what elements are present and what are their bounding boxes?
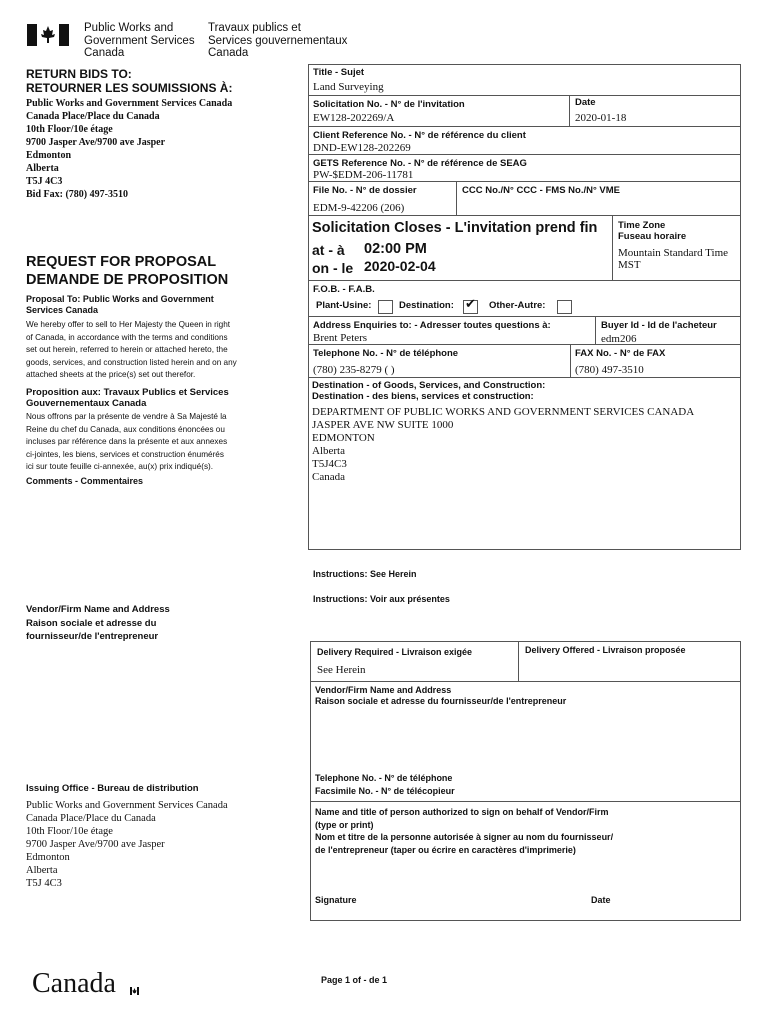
org-fr-line2: Services gouvernementaux: [208, 34, 348, 47]
canada-wordmark: [32, 968, 116, 1000]
return-bids-heading: [26, 67, 232, 95]
offer-fr-line: Nous offrons par la présente de vendre à Sa Majesté la: [26, 412, 227, 421]
proposition-aux: [26, 387, 229, 409]
org-fr-line1: Travaux publics et: [208, 22, 301, 34]
vendor-left-line3: fournisseur/de l'entrepreneur: [26, 631, 159, 642]
org-fr-line3: Canada: [208, 47, 249, 59]
org-en-line1: Public Works and: [84, 22, 174, 34]
gets-ref-label: GETS Reference No. - N° de référence de SEAG: [313, 158, 527, 169]
delivery-offered-label: Delivery Offered - Livraison proposée: [525, 645, 686, 655]
closing-date: 2020-02-04: [364, 258, 436, 274]
fob-label: F.O.B. - F.A.B.: [313, 284, 375, 295]
destination-label: [312, 380, 545, 402]
file-no-value: EDM-9-42206 (206): [313, 202, 405, 214]
other-autre-label: Other-Autre:: [489, 300, 546, 311]
timezone-label-en: Time Zone: [618, 220, 666, 231]
canada-wordmark-text: Canada: [32, 968, 116, 999]
return-address-line: 9700 Jasper Ave/9700 ave Jasper: [26, 137, 166, 148]
other-autre-checkbox[interactable]: [557, 298, 572, 316]
return-address-line: Public Works and Government Services Canada: [26, 98, 233, 109]
authorized-line3: Nom et titre de la personne autorisée à signer au nom du fournisseur/: [315, 832, 614, 842]
timezone-value-line2: MST: [618, 259, 641, 271]
address-enquiries-value: Brent Peters: [313, 332, 368, 344]
title-label: Title - Sujet: [313, 67, 365, 78]
instructions-en: Instructions: See Herein: [313, 569, 417, 579]
offer-en-line: goods, services, and construction listed herein and on any: [26, 357, 237, 367]
plant-usine-checkbox[interactable]: [378, 298, 393, 316]
offer-en-line: attached sheets at the price(s) set out therefor.: [26, 370, 196, 380]
org-name-fr: [208, 22, 347, 60]
issuing-address-line: T5J 4C3: [26, 878, 62, 889]
authorized-line4: de l'entrepreneur (taper ou écrire en caractères d'imprimerie): [315, 844, 576, 855]
proposition-line2: Gouvernementaux Canada: [26, 398, 147, 409]
vendor-name-label-en: Vendor/Firm Name and Address: [315, 685, 452, 695]
rfp-title-fr: DEMANDE DE PROPOSITION: [26, 271, 229, 288]
offer-en-line: of Canada, in accordance with the terms and conditions: [26, 332, 228, 342]
offer-fr-line: Reine du chef du Canada, aux conditions énoncées ou: [26, 424, 225, 434]
authorized-line2: (type or print): [315, 819, 374, 830]
destination-address-line: T5J4C3: [312, 458, 347, 470]
issuing-office-label: Issuing Office - Bureau de distribution: [26, 783, 199, 794]
signature-label: Signature: [315, 895, 357, 905]
issuing-address-line: Alberta: [26, 865, 58, 876]
destination-fob-label: Destination:: [399, 300, 454, 311]
return-address-line: Alberta: [26, 163, 59, 174]
telephone-label: Telephone No. - N° de téléphone: [313, 348, 459, 359]
destination-checkbox[interactable]: [463, 298, 478, 316]
return-bids-address: [26, 97, 232, 201]
destination-label-fr: Destination - des biens, services et construction:: [312, 391, 534, 402]
org-en-line2: Government Services: [84, 34, 195, 47]
issuing-address-line: 9700 Jasper Ave/9700 ave Jasper: [26, 839, 165, 850]
vendor-name-label: [315, 685, 566, 707]
offer-fr-line: ci-jointes, les biens, services et construction énumérés: [26, 449, 224, 459]
buyer-id-label: Buyer Id - Id de l'acheteur: [601, 320, 717, 331]
destination-label-en: Destination - of Goods, Services, and Construction:: [312, 380, 546, 391]
client-ref-label: Client Reference No. - N° de référence du client: [313, 130, 526, 141]
destination-address-line: DEPARTMENT OF PUBLIC WORKS AND GOVERNMENT SERVICES CANADA: [312, 406, 695, 418]
page-number: Page 1 of - de 1: [321, 975, 388, 985]
org-name-en: [84, 22, 195, 60]
destination-address-line: EDMONTON: [312, 432, 375, 444]
authorized-line1: Name and title of person authorized to sign on behalf of Vendor/Firm: [315, 807, 609, 817]
offer-fr-line: ici sur toute feuille ci-annexée, au(x) prix indiqué(s).: [26, 462, 214, 472]
destination-address-line: Alberta: [312, 445, 345, 457]
comments-label: Comments - Commentaires: [26, 476, 144, 486]
destination-address-line: Canada: [312, 471, 345, 483]
timezone-label: [618, 220, 686, 242]
return-bids-title-fr: RETOURNER LES SOUMISSIONS À:: [26, 81, 233, 95]
return-bids-title-en: RETURN BIDS TO:: [26, 67, 132, 81]
file-no-label: File No. - N° de dossier: [313, 185, 417, 196]
vendor-telephone-label: Telephone No. - N° de téléphone: [315, 773, 453, 783]
government-flag-logo: [27, 24, 69, 46]
checkmark-icon: ✔: [465, 296, 476, 312]
rfp-title-en: REQUEST FOR PROPOSAL: [26, 254, 217, 270]
return-address-line: Edmonton: [26, 150, 72, 161]
vendor-left-line1: Vendor/Firm Name and Address: [26, 604, 170, 615]
gets-ref-value: PW-$EDM-206-11781: [313, 169, 414, 181]
timezone-label-fr: Fuseau horaire: [618, 231, 687, 242]
ccc-no-label: CCC No./N° CCC - FMS No./N° VME: [462, 185, 621, 196]
date-value: 2020-01-18: [575, 112, 627, 124]
title-value: Land Surveying: [313, 81, 384, 93]
offer-text-fr: [26, 411, 227, 474]
return-address-line: T5J 4C3: [26, 176, 63, 187]
wordmark-flag-icon: [130, 971, 139, 979]
instructions-fr: Instructions: Voir aux présentes: [313, 594, 450, 604]
return-address-line: 10th Floor/10e étage: [26, 124, 113, 135]
proposal-to: [26, 294, 214, 316]
proposal-to-line1: Proposal To: Public Works and Government: [26, 294, 214, 304]
delivery-required-label: Delivery Required - Livraison exigée: [317, 647, 473, 657]
offer-en-line: We hereby offer to sell to Her Majesty the Queen in right: [26, 320, 231, 329]
offer-en-line: set out herein, referred to herein or attached hereto, the: [26, 345, 228, 355]
solicitation-closes-title: Solicitation Closes - L'invitation prend fin: [312, 220, 598, 236]
plant-usine-label: Plant-Usine:: [316, 300, 372, 311]
fax-label: FAX No. - N° de FAX: [575, 348, 666, 359]
date-label: Date: [575, 97, 596, 108]
offer-fr-line: incluses par référence dans la présente et aux annexes: [26, 437, 228, 447]
return-address-line: Bid Fax: (780) 497-3510: [26, 189, 128, 200]
on-label: on - le: [312, 260, 354, 276]
signature-date-label: Date: [591, 895, 611, 905]
return-address-line: Canada Place/Place du Canada: [26, 111, 160, 122]
fax-value: (780) 497-3510: [575, 364, 644, 376]
destination-address: [312, 406, 694, 484]
proposal-to-line2: Services Canada: [26, 305, 99, 315]
solicitation-no-label: Solicitation No. - N° de l'invitation: [313, 99, 465, 110]
proposition-line1: Proposition aux: Travaux Publics et Services: [26, 387, 229, 398]
rfp-heading: [26, 254, 228, 289]
telephone-value: (780) 235-8279 ( ): [313, 364, 395, 376]
issuing-address-line: Edmonton: [26, 852, 70, 863]
delivery-required-value: See Herein: [317, 664, 366, 676]
buyer-id-value: edm206: [601, 333, 637, 345]
solicitation-no-value: EW128-202269/A: [313, 112, 395, 124]
closing-time: 02:00 PM: [364, 241, 427, 257]
issuing-address-line: Public Works and Government Services Canada: [26, 800, 228, 811]
issuing-office-address: [26, 799, 228, 890]
org-en-line3: Canada: [84, 47, 125, 59]
timezone-value-line1: Mountain Standard Time: [618, 247, 729, 259]
vendor-facsimile-label: Facsimile No. - N° de télécopieur: [315, 785, 455, 796]
vendor-left-line2: Raison sociale et adresse du: [26, 617, 157, 629]
authorized-person-label: [315, 806, 613, 856]
vendor-contact-labels: [315, 772, 455, 797]
issuing-address-line: Canada Place/Place du Canada: [26, 813, 156, 824]
destination-address-line: JASPER AVE NW SUITE 1000: [312, 419, 454, 431]
at-label: at - à: [312, 242, 345, 258]
offer-text-en: [26, 319, 237, 382]
vendor-left-label: [26, 603, 170, 644]
client-ref-value: DND-EW128-202269: [313, 142, 411, 154]
issuing-address-line: 10th Floor/10e étage: [26, 826, 113, 837]
vendor-name-label-fr: Raison sociale et adresse du fournisseur/de l'entrepreneur: [315, 696, 567, 706]
address-enquiries-label: Address Enquiries to: - Adresser toutes questions à:: [313, 320, 551, 331]
timezone-value: [618, 247, 728, 271]
